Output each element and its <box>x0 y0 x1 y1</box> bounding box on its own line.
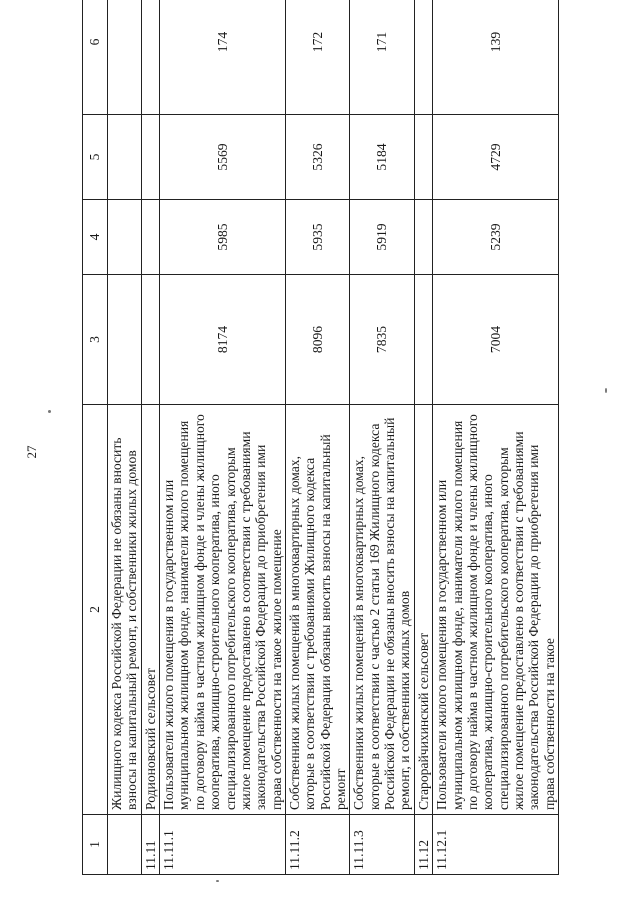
row-value-4 <box>141 200 159 275</box>
row-value-6 <box>108 0 142 115</box>
column-number-2: 2 <box>83 405 108 815</box>
row-description: Пользователи жилого помещения в государственном или муниципальном жилищном фонде, наниматели жилого помещения по договору найма в частном жилищном фонде и члены жилищного кооператива, жилищно-строительного кооператива, иного специализированного потребительского кооператива, которым жилое помещение предоставлено в соответствии с требованиями законодательства Российской Федерации до приобретения ими права собственности на такое жилое помещение <box>160 405 286 815</box>
row-code: 11.11 <box>141 815 159 875</box>
data-row <box>433 0 559 875</box>
column-number-5: 5 <box>83 115 108 200</box>
header-row <box>83 0 108 875</box>
row-code: 11.11.1 <box>160 815 286 875</box>
column-number-4: 4 <box>83 200 108 275</box>
row-value-5: 5326 <box>285 115 349 200</box>
row-value-6: 174 <box>160 0 286 115</box>
section-title: Старорайчихинский сельсовет <box>414 405 432 815</box>
row-description: Жилищного кодекса Российской Федерации не обязаны вносить взносы на капитальный ремонт, и собственники жилых домов <box>108 405 142 815</box>
table-body <box>83 0 559 875</box>
row-code <box>108 815 142 875</box>
row-value-3: 7004 <box>433 275 559 405</box>
row-value-5 <box>414 115 432 200</box>
row-description: Собственники жилых помещений в многоквартирных домах, которые в соответствии с частью 2 статьи 169 Жилищного кодекса Российской Федерации не обязаны вносить взносы на капитальный ремонт, и собственники жилых домов <box>350 405 414 815</box>
column-number-1: 1 <box>83 815 108 875</box>
data-row <box>160 0 286 875</box>
row-value-6 <box>141 0 159 115</box>
rotated-table-container <box>82 0 612 875</box>
row-value-4 <box>108 200 142 275</box>
row-value-5: 4729 <box>433 115 559 200</box>
row-value-3: 7835 <box>350 275 414 405</box>
row-description: Пользователи жилого помещения в государственном или муниципальном жилищном фонде, наниматели жилого помещения по договору найма в частном жилищном фонде и члены жилищного кооператива, жилищно-строительного кооператива, иного специализированного потребительского кооператива, которым жилое помещение предоставлено в соответствии с требованиями законодательства Российской Федерации до приобретения ими права собственности на такое <box>433 405 559 815</box>
scan-speck <box>216 880 219 882</box>
page-number: 27 <box>24 445 39 459</box>
column-number-6: 6 <box>83 0 108 115</box>
row-value-6: 139 <box>433 0 559 115</box>
row-value-3 <box>414 275 432 405</box>
row-code: 11.11.2 <box>285 815 349 875</box>
row-value-4: 5919 <box>350 200 414 275</box>
section-row <box>414 0 432 875</box>
row-value-3 <box>141 275 159 405</box>
row-value-3: 8174 <box>160 275 286 405</box>
data-row <box>285 0 349 875</box>
section-row <box>141 0 159 875</box>
column-number-3: 3 <box>83 275 108 405</box>
row-value-6: 172 <box>285 0 349 115</box>
row-value-4: 5935 <box>285 200 349 275</box>
row-value-5 <box>108 115 142 200</box>
row-value-4 <box>414 200 432 275</box>
row-code: 11.12 <box>414 815 432 875</box>
row-value-5 <box>141 115 159 200</box>
row-code: 11.12.1 <box>433 815 559 875</box>
row-value-6 <box>414 0 432 115</box>
row-value-3: 8096 <box>285 275 349 405</box>
row-code: 11.11.3 <box>350 815 414 875</box>
data-row <box>350 0 414 875</box>
row-value-4: 5985 <box>160 200 286 275</box>
row-value-5: 5184 <box>350 115 414 200</box>
row-value-3 <box>108 275 142 405</box>
row-value-5: 5569 <box>160 115 286 200</box>
section-title: Родионовский сельсовет <box>141 405 159 815</box>
row-value-6: 171 <box>350 0 414 115</box>
row-description: Собственники жилых помещений в многоквартирных домах, которые в соответствии с требованиями Жилищного кодекса Российской Федерации обязаны вносить взносы на капитальный ремонт <box>285 405 349 815</box>
scan-speck <box>48 410 51 413</box>
continuation-row <box>108 0 142 875</box>
tariff-table <box>82 0 559 875</box>
row-value-4: 5239 <box>433 200 559 275</box>
